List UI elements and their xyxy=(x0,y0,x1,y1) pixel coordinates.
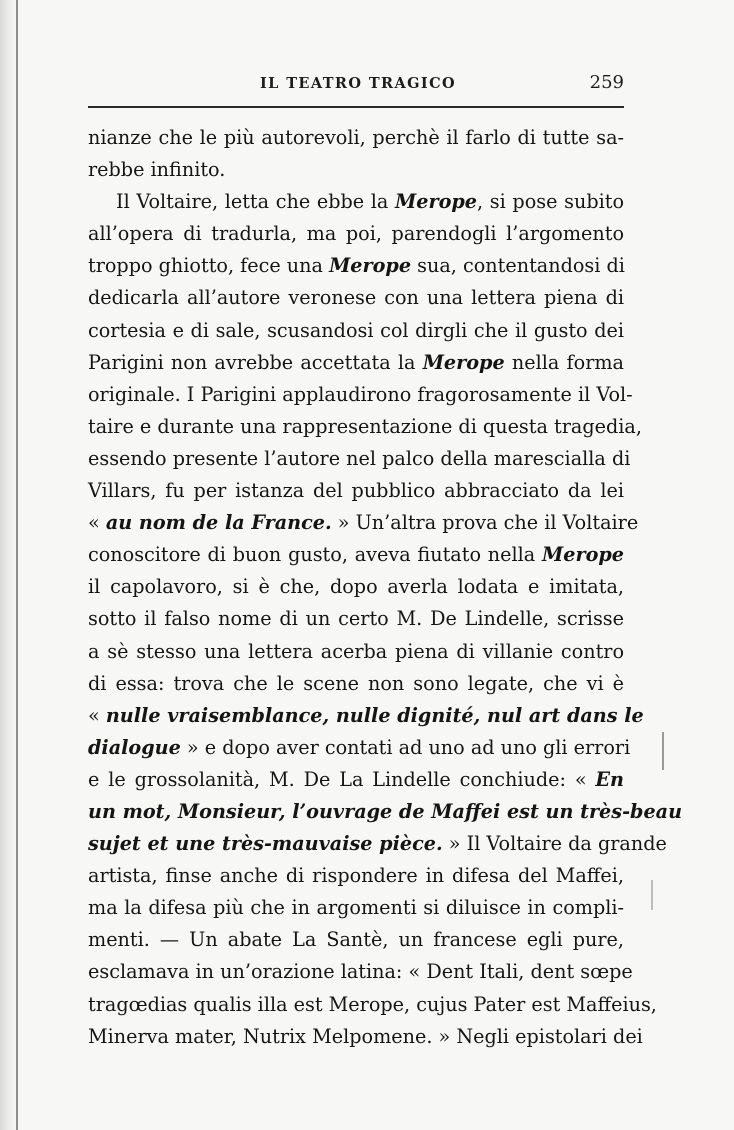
text-line xyxy=(88,924,624,956)
text-run: « xyxy=(88,703,106,727)
text-line xyxy=(88,218,624,250)
text-line xyxy=(88,764,624,796)
text-run: » Il Voltaire da grande xyxy=(442,832,667,856)
text-line xyxy=(88,379,633,411)
text-line xyxy=(88,186,624,218)
italic-text: En xyxy=(595,767,624,791)
text-line xyxy=(88,475,624,507)
text-run: sua, contentandosi di xyxy=(411,254,625,278)
text-line xyxy=(88,1021,643,1053)
page-left-edge-shadow xyxy=(0,0,16,1130)
text-line xyxy=(88,571,624,603)
text-run: dedicarla all’autore veronese con una lettera piena di xyxy=(88,286,624,310)
italic-text: un mot, Monsieur, l’ouvrage de Maffei est un très-beau xyxy=(88,799,683,823)
text-run: originale. I Parigini applaudirono fragorosamente il Vol- xyxy=(88,382,633,406)
text-run: troppo ghiotto, fece una xyxy=(88,254,330,278)
text-run: Minerva mater, Nutrix Melpomene. » Negli epistolari dei xyxy=(88,1024,643,1048)
text-line xyxy=(88,796,683,828)
text-run: nianze che le più autorevoli, perchè il farlo di tutte sa- xyxy=(88,126,624,149)
body-text xyxy=(88,122,683,1053)
italic-text: dialogue xyxy=(88,735,181,759)
text-line xyxy=(88,154,624,186)
text-run: essendo presente l’autore nel palco della marescialla di xyxy=(88,446,631,470)
page-number: 259 xyxy=(589,72,624,93)
text-line xyxy=(88,892,624,924)
text-line xyxy=(88,732,631,764)
text-run: rebbe infinito. xyxy=(88,158,226,182)
text-run: conoscitore di buon gusto, aveva fiutato nella xyxy=(88,543,543,567)
text-run: taire e durante una rappresentazione di questa tragedia, xyxy=(88,414,642,438)
text-line xyxy=(88,443,631,475)
italic-text: Merope xyxy=(329,254,412,278)
text-run: , si pose subito xyxy=(477,190,624,214)
running-title: IL TEATRO TRAGICO xyxy=(260,75,457,92)
text-line xyxy=(88,700,644,732)
text-run: tragœdias qualis illa est Merope, cujus Pater est Maffeius, xyxy=(88,992,657,1016)
text-run: di essa: trova che le scene non sono legate, che vi è xyxy=(88,671,624,695)
text-line xyxy=(88,668,624,700)
text-run: ma la difesa più che in argomenti si diluisce in compli- xyxy=(88,896,624,920)
text-line xyxy=(88,507,639,539)
text-run: menti. — Un abate La Santè, un francese egli pure, xyxy=(88,928,624,952)
text-line xyxy=(88,250,624,282)
page-gutter-line xyxy=(16,0,18,1130)
margin-pencil-mark-small xyxy=(651,880,653,910)
text-run: artista, finse anche di rispondere in difesa del Maffei, xyxy=(88,864,624,888)
text-run: nella forma xyxy=(504,350,624,374)
text-line xyxy=(88,828,667,860)
text-run: esclamava in un’orazione latina: « Dent Itali, dent sœpe xyxy=(88,960,633,984)
text-run: all’opera di tradurla, ma poi, parendogli l’argomento xyxy=(88,222,624,246)
italic-text: sujet et une très-mauvaise pièce. xyxy=(88,832,443,856)
text-run: Il Voltaire, letta che ebbe la xyxy=(116,190,396,214)
text-run: e le grossolanità, M. De La Lindelle conchiude: « xyxy=(88,767,596,791)
header-rule xyxy=(88,106,624,108)
text-line xyxy=(88,282,624,314)
text-run: Villars, fu per istanza del pubblico abbracciato da lei xyxy=(88,479,624,503)
text-line xyxy=(88,956,633,988)
text-line xyxy=(88,603,624,635)
text-run: « xyxy=(88,511,106,535)
italic-text: Merope xyxy=(542,543,624,567)
text-line xyxy=(88,636,624,668)
margin-pencil-mark xyxy=(662,732,664,770)
text-run: cortesia e di sale, scusandosi col dirgli che il gusto dei xyxy=(88,318,624,342)
text-line xyxy=(88,860,624,892)
text-run: Parigini non avrebbe accettata la xyxy=(88,350,423,374)
italic-text: au nom de la France. xyxy=(105,511,332,535)
text-line xyxy=(88,539,624,571)
text-run: il capolavoro, si è che, dopo averla lodata e imitata, xyxy=(88,575,624,599)
text-run: a sè stesso una lettera acerba piena di villanie contro xyxy=(88,639,624,663)
italic-text: Merope xyxy=(422,350,505,374)
text-line xyxy=(88,315,624,347)
text-line xyxy=(88,411,642,443)
text-run: » e dopo aver contati ad uno ad uno gli errori xyxy=(180,735,631,759)
italic-text: nulle vraisemblance, nulle dignité, nul art dans le xyxy=(105,703,644,727)
text-line xyxy=(88,122,624,154)
text-line xyxy=(88,989,657,1021)
italic-text: Merope xyxy=(395,190,478,214)
page-header xyxy=(88,72,624,100)
text-run: sotto il falso nome di un certo M. De Lindelle, scrisse xyxy=(88,607,624,631)
text-line xyxy=(88,347,624,379)
text-run: » Un’altra prova che il Voltaire xyxy=(331,511,639,535)
